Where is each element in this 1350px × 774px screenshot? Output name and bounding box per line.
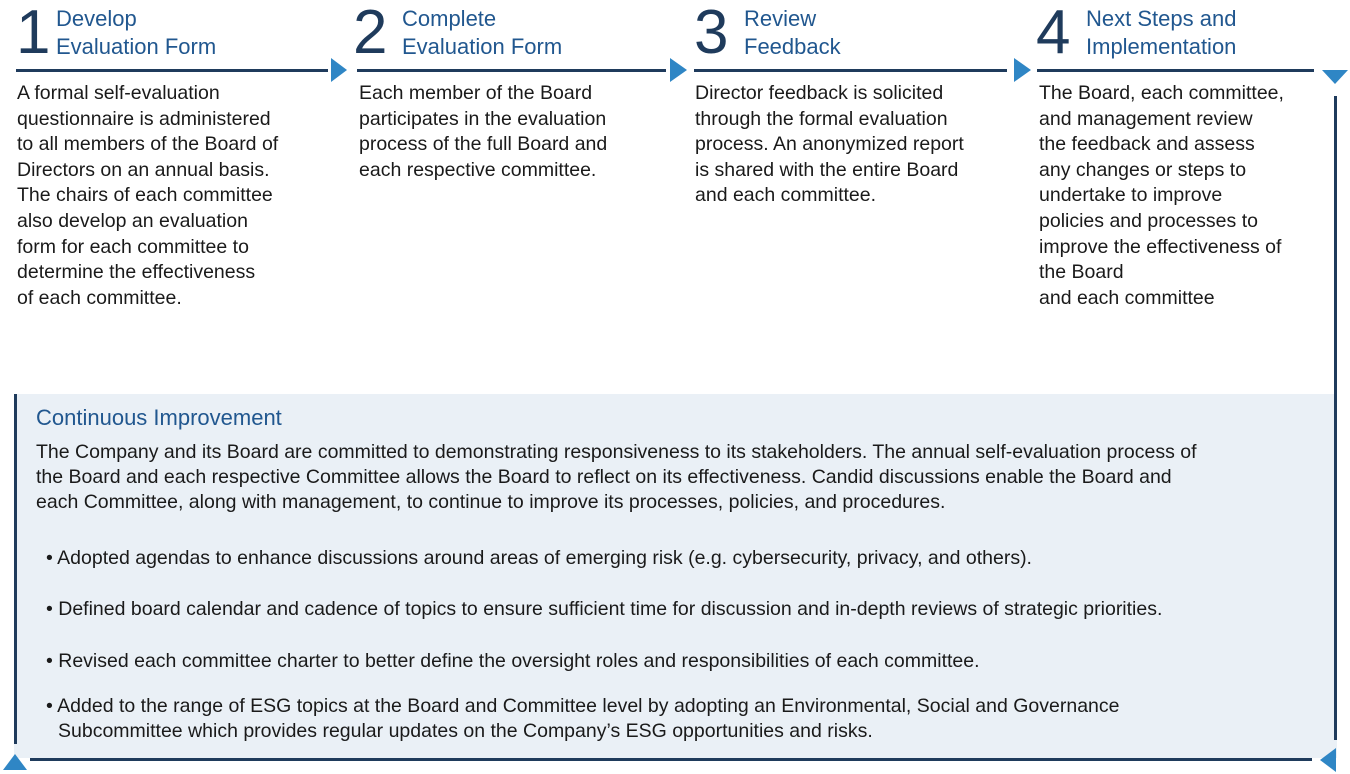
step-title-line: Next Steps and	[1086, 6, 1237, 31]
bottom-connector-line	[30, 758, 1312, 761]
description-line: through the formal evaluation	[695, 107, 948, 130]
bullet-text: • Defined board calendar and cadence of topics to ensure sufficient time for discussion and in-depth reviews of strategic priorities.	[46, 598, 1163, 620]
step-number: 1	[16, 0, 51, 67]
description-line: The Board, each committee,	[1039, 82, 1284, 104]
description-line: is shared with the entire Board	[695, 158, 959, 181]
arrow-right-icon	[670, 58, 687, 82]
intro-line: the Board and each respective Committee allows the Board to reflect on its effectiveness. Candid discussions enable the Board and	[36, 466, 1172, 488]
description-line: Each member of the Board	[359, 82, 593, 104]
description-line: to all members of the Board of	[17, 133, 279, 156]
description-line: process of the full Board and	[359, 133, 608, 156]
description-line: questionnaire is administered	[17, 107, 271, 130]
description-line: A formal self-evaluation	[17, 82, 220, 104]
step-title-line: Review	[744, 6, 817, 31]
arrow-right-icon	[1014, 58, 1031, 82]
description-line: policies and processes to	[1039, 209, 1258, 232]
step-title-line: Evaluation Form	[402, 34, 563, 59]
step-number: 2	[353, 0, 388, 67]
description-line: the Board	[1039, 261, 1124, 284]
description-line: process. An anonymized report	[695, 133, 964, 156]
bullet-text: • Added to the range of ESG topics at the Board and Committee level by adopting an Environmental, Social and Governance	[46, 695, 1120, 717]
arrow-up-icon	[3, 754, 27, 770]
left-connector-line	[14, 394, 17, 744]
panel-title: Continuous Improvement	[36, 405, 282, 430]
intro-line: The Company and its Board are committed to demonstrating responsiveness to its stakeholders. The annual self-evaluation process of	[36, 441, 1197, 463]
step-title-line: Complete	[402, 6, 497, 31]
description-line: of each committee.	[17, 286, 182, 309]
arrow-right-icon	[331, 58, 347, 82]
description-line: undertake to improve	[1039, 184, 1223, 207]
description-line: Directors on an annual basis.	[17, 158, 270, 181]
description-line: and management review	[1039, 107, 1253, 130]
description-line: improve the effectiveness of	[1039, 235, 1282, 258]
description-line: and each committee.	[695, 184, 877, 207]
intro-line: each Committee, along with management, to continue to improve its processes, policies, and procedures.	[36, 491, 946, 513]
right-connector-line	[1334, 96, 1337, 740]
description-line: form for each committee to	[17, 235, 249, 258]
description-line: participates in the evaluation	[359, 107, 607, 130]
description-line: any changes or steps to	[1039, 158, 1247, 181]
bullet-text: • Adopted agendas to enhance discussions around areas of emerging risk (e.g. cybersecurity, privacy, and others).	[46, 547, 1032, 569]
arrow-left-icon	[1320, 748, 1336, 772]
step-number: 4	[1036, 0, 1071, 67]
description-line: and each committee	[1039, 286, 1215, 309]
step-title-line: Develop	[56, 6, 137, 31]
description-line: The chairs of each committee	[17, 184, 273, 207]
bullet-text: • Revised each committee charter to better define the oversight roles and responsibilities of each committee.	[46, 650, 980, 672]
step-number: 3	[694, 0, 729, 67]
step-title-line: Feedback	[744, 34, 841, 59]
description-line: the feedback and assess	[1039, 133, 1255, 156]
description-line: also develop an evaluation	[17, 209, 248, 232]
description-line: determine the effectiveness	[17, 261, 256, 284]
bullet-text: Subcommittee which provides regular updates on the Company’s ESG opportunities and risks.	[58, 720, 873, 742]
step-title-line: Evaluation Form	[56, 34, 217, 59]
description-line: Director feedback is solicited	[695, 82, 944, 104]
arrow-down-icon	[1322, 70, 1348, 84]
step-title-line: Implementation	[1086, 34, 1237, 59]
description-line: each respective committee.	[359, 158, 597, 181]
